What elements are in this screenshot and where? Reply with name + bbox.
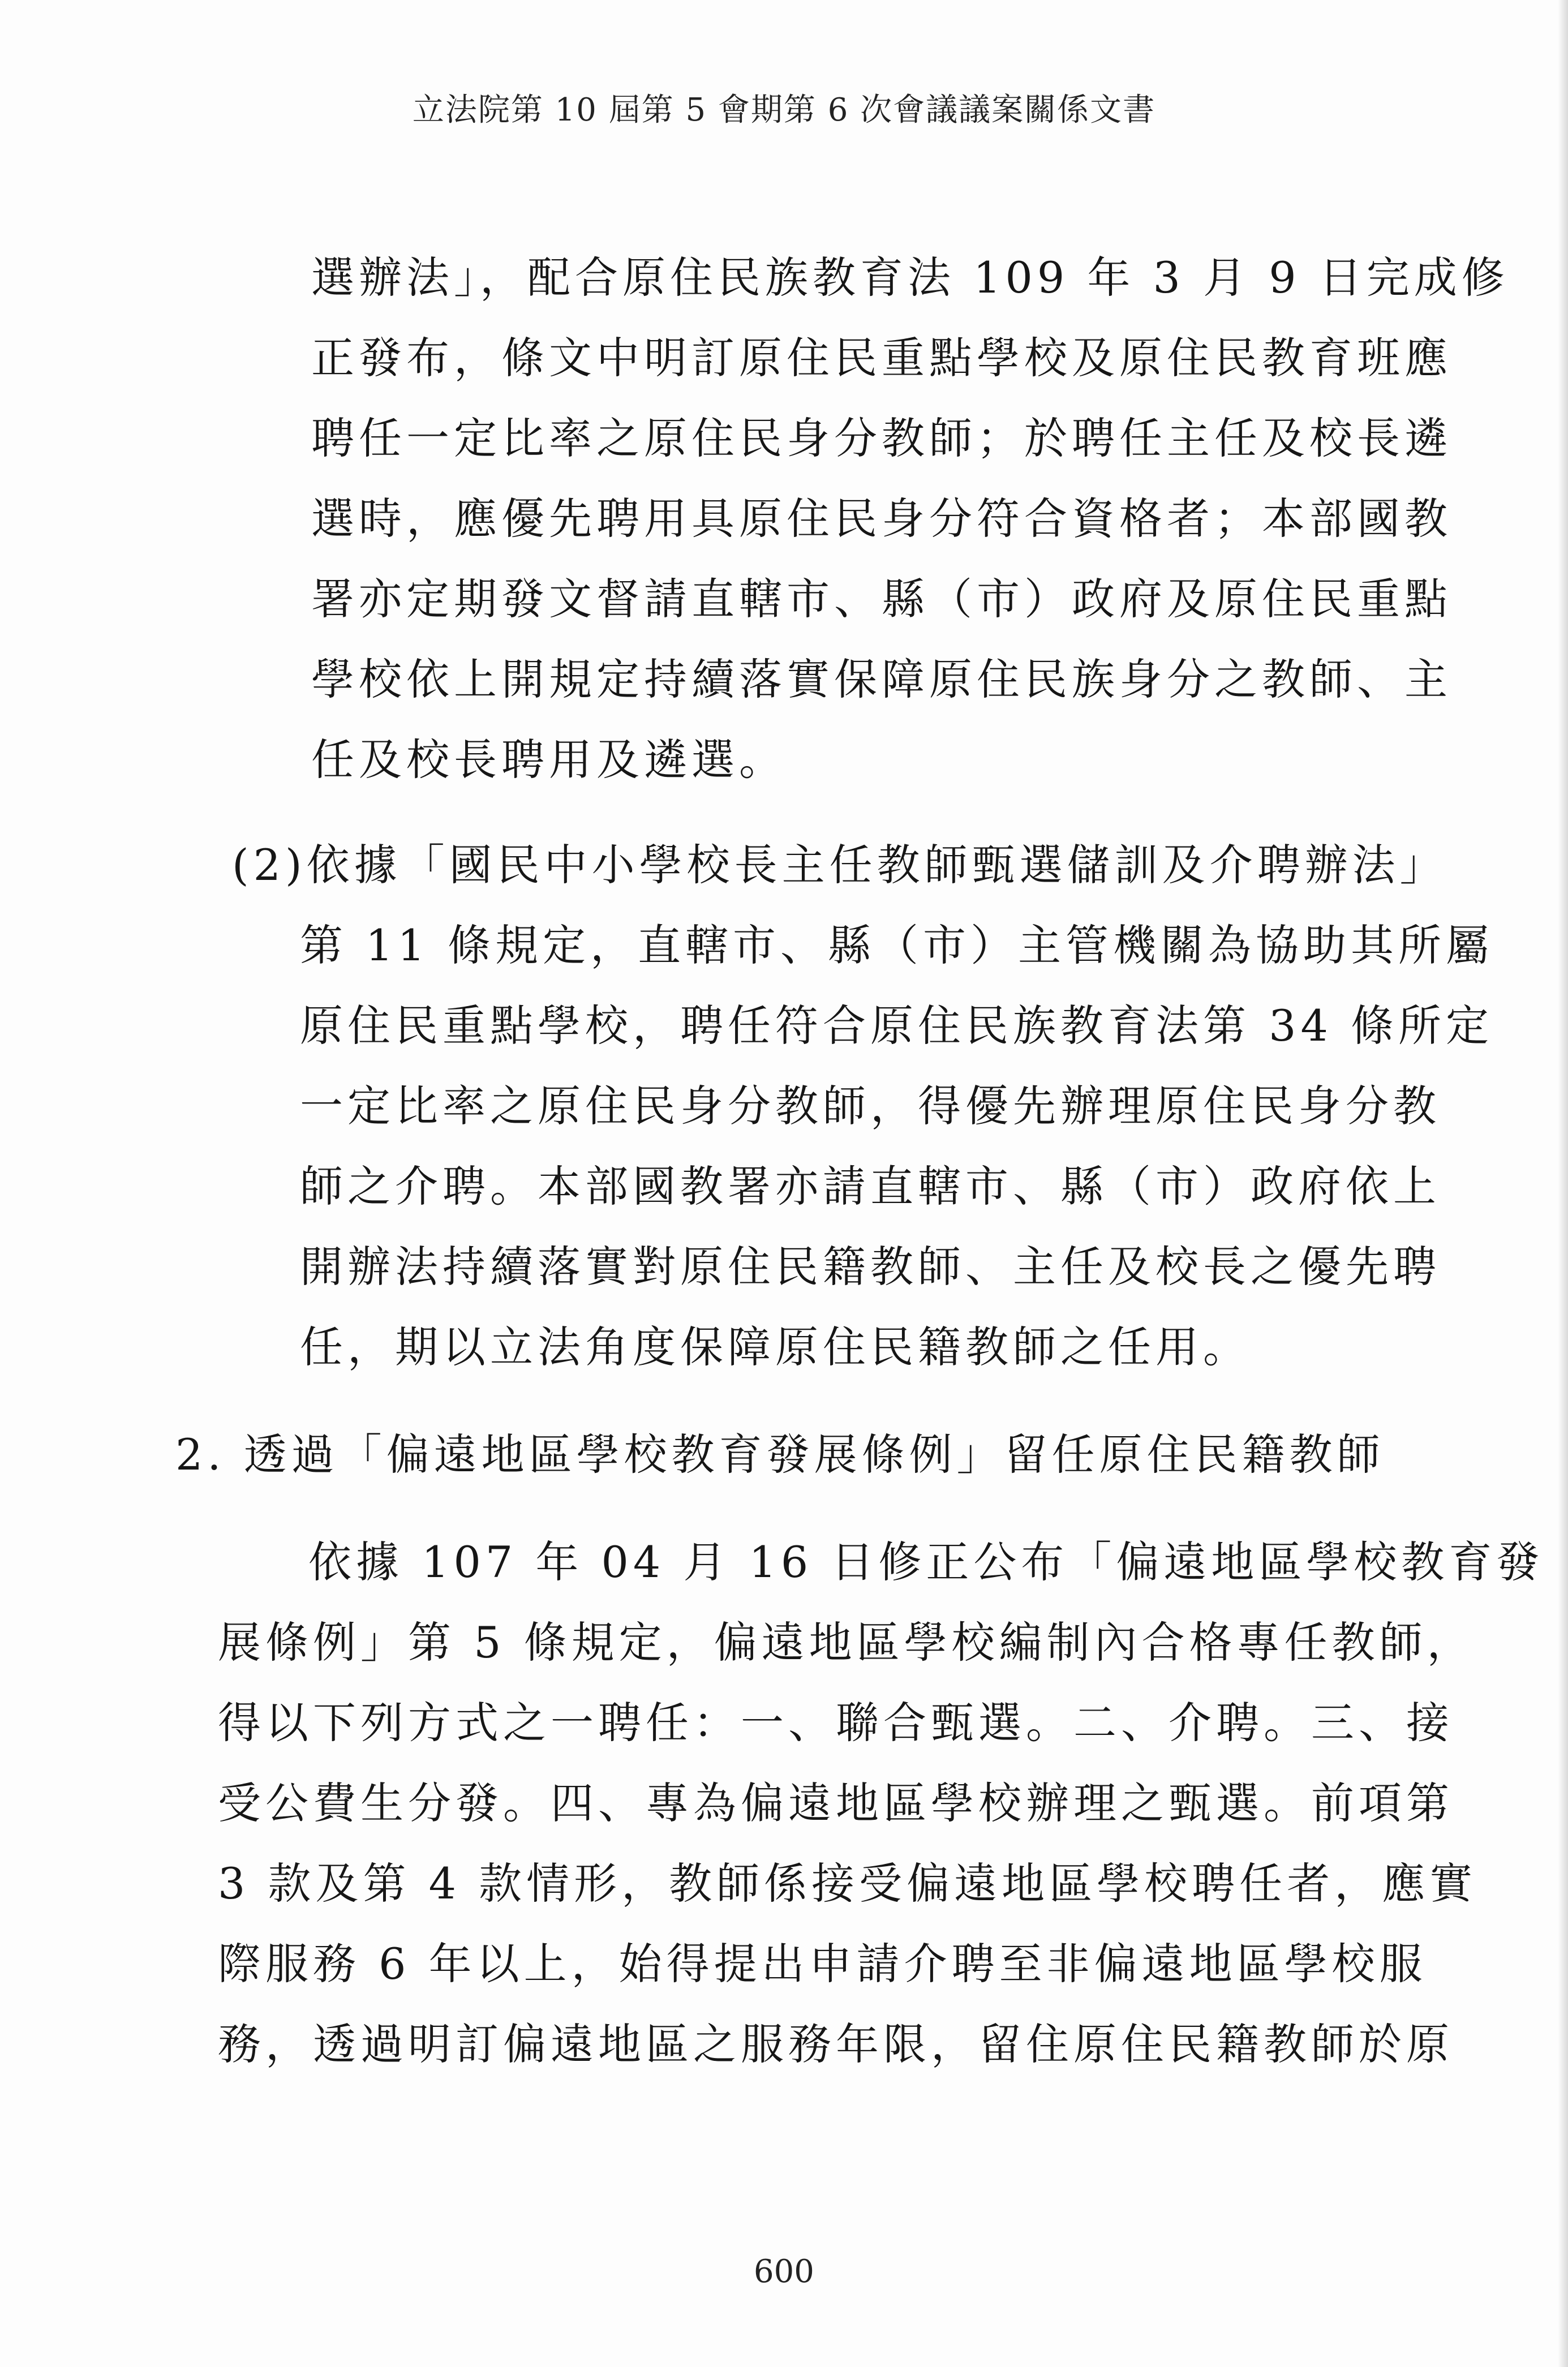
text-line: 選辦法」，配合原住民族教育法 109 年 3 月 9 日完成修 [311, 252, 1509, 303]
text-line: 展條例」第 5 條規定，偏遠地區學校編制內合格專任教師， [218, 1617, 1475, 1668]
text-line: 正發布，條文中明訂原住民重點學校及原住民教育班應 [311, 333, 1452, 383]
text-line: 師之介聘。本部國教署亦請直轄市、縣（市）政府依上 [300, 1161, 1441, 1212]
text-line: 3 款及第 4 款情形，教師係接受偏遠地區學校聘任者，應實 [218, 1858, 1477, 1909]
scan-edge-shadow [1558, 0, 1568, 2367]
text-line: 一定比率之原住民身分教師，得優先辦理原住民身分教 [300, 1081, 1441, 1131]
text-line: 原住民重點學校，聘任符合原住民族教育法第 34 條所定 [300, 1000, 1494, 1051]
paragraph-first-line: 依據 107 年 04 月 16 日修正公布「偏遠地區學校教育發 [308, 1537, 1544, 1587]
text-line: 署亦定期發文督請直轄市、縣（市）政府及原住民重點 [311, 574, 1452, 624]
text-line: 受公費生分發。四、專為偏遠地區學校辦理之甄選。前項第 [218, 1778, 1454, 1828]
text-line: 開辦法持續落實對原住民籍教師、主任及校長之優先聘 [300, 1242, 1441, 1292]
text-line: 學校依上開規定持續落實保障原住民族身分之教師、主 [311, 654, 1452, 704]
page-number: 600 [754, 2253, 814, 2290]
document-header: 立法院第 10 屆第 5 會期第 6 次會議議案關係文書 [412, 92, 1156, 128]
text-line: 任，期以立法角度保障原住民籍教師之任用。 [300, 1322, 1251, 1372]
text-line: 選時，應優先聘用具原住民身分符合資格者；本部國教 [311, 493, 1452, 544]
text-line: 任及校長聘用及遴選。 [311, 734, 787, 785]
list-item-first-line: (2)依據「國民中小學校長主任教師甄選儲訓及介聘辦法」 [232, 840, 1447, 890]
text-line: 得以下列方式之一聘任：一、聯合甄選。二、介聘。三、接 [218, 1698, 1454, 1748]
section-heading: 2. 透過「偏遠地區學校教育發展條例」留任原住民籍教師 [175, 1429, 1385, 1480]
text-line: 務，透過明訂偏遠地區之服務年限，留住原住民籍教師於原 [218, 2019, 1454, 2069]
text-line: 際服務 6 年以上，始得提出申請介聘至非偏遠地區學校服 [218, 1939, 1427, 1989]
text-line: 第 11 條規定，直轄市、縣（市）主管機關為協助其所屬 [300, 920, 1494, 970]
text-line: 聘任一定比率之原住民身分教師；於聘任主任及校長遴 [311, 413, 1452, 463]
